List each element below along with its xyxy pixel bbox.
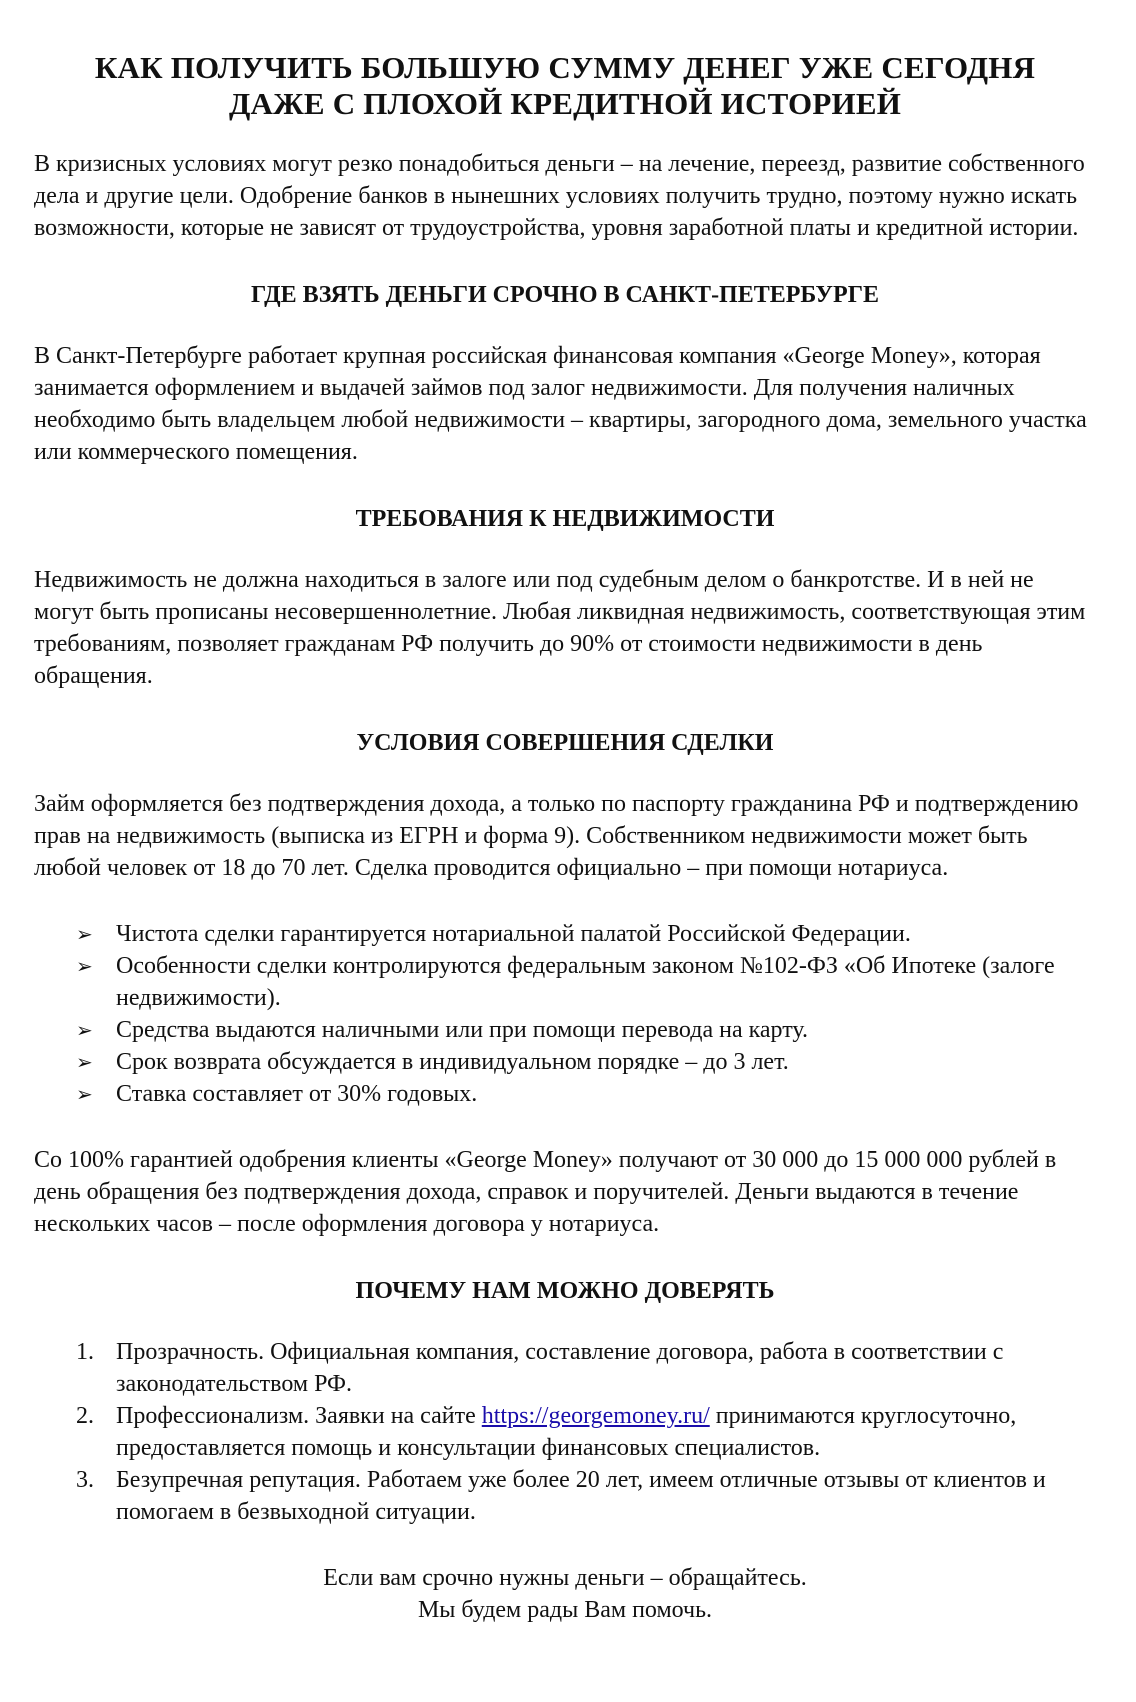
section-heading-where: ГДЕ ВЗЯТЬ ДЕНЬГИ СРОЧНО В САНКТ-ПЕТЕРБУРГЕ xyxy=(251,282,879,308)
list-item xyxy=(76,1078,1096,1110)
conditions-paragraph: Займ оформляется без подтверждения дохода, а только по паспорту гражданина РФ и подтверждению прав на недвижимость (выписка из ЕГРН и форма 9). Собственником недвижимости может быть любой человек от 18 до 70 лет. Сделка проводится официально – при помощи нотариуса. xyxy=(34,791,1079,881)
arrow-bullet-icon: ➢ xyxy=(76,1050,93,1074)
list-item-text: Прозрачность. Официальная компания, составление договора, работа в соответствии с законодательством РФ. xyxy=(116,1339,1004,1397)
list-item xyxy=(76,1464,1096,1528)
list-item-number: 3. xyxy=(76,1467,94,1493)
section-heading-trust: ПОЧЕМУ НАМ МОЖНО ДОВЕРЯТЬ xyxy=(355,1278,775,1304)
closing-line-2: Мы будем рады Вам помочь. xyxy=(417,1597,713,1623)
where-paragraph: В Санкт-Петербурге работает крупная российская финансовая компания «George Money», которая занимается оформлением и выдачей займов под залог недвижимости. Для получения наличных необходимо быть владельцем любой недвижимости – квартиры, загородного дома, земельного участка или коммерческого помещения. xyxy=(34,343,1087,465)
list-item xyxy=(76,1336,1096,1400)
list-item xyxy=(76,918,1096,950)
arrow-bullet-icon: ➢ xyxy=(76,954,93,978)
list-item-text: Особенности сделки контролируются федеральным законом №102-ФЗ «Об Ипотеке (залоге недвижимости). xyxy=(116,953,1055,1011)
website-link[interactable]: https://georgemoney.ru/ xyxy=(481,1403,710,1429)
arrow-bullet-icon: ➢ xyxy=(76,1018,93,1042)
requirements-paragraph: Недвижимость не должна находиться в залоге или под судебным делом о банкротстве. И в ней не могут быть прописаны несовершеннолетние. Любая ликвидная недвижимость, соответствующая этим требованиям, позволяет гражданам РФ получить до 90% от стоимости недвижимости в день обращения. xyxy=(34,567,1086,689)
guarantee-paragraph: Со 100% гарантией одобрения клиенты «George Money» получают от 30 000 до 15 000 000 рублей в день обращения без подтверждения дохода, справок и поручителей. Деньги выдаются в течение нескольких часов – после оформления договора у нотариуса. xyxy=(34,1147,1057,1237)
list-item-text: Ставка составляет от 30% годовых. xyxy=(116,1081,478,1107)
page-title-line-2: ДАЖЕ С ПЛОХОЙ КРЕДИТНОЙ ИСТОРИЕЙ xyxy=(228,86,902,121)
list-item xyxy=(76,1014,1096,1046)
list-item xyxy=(76,1400,1096,1464)
list-item-text-before-link: Профессионализм. Заявки на сайте xyxy=(116,1403,482,1429)
conditions-bullet-list xyxy=(34,918,1096,1110)
section-heading-conditions: УСЛОВИЯ СОВЕРШЕНИЯ СДЕЛКИ xyxy=(356,730,774,756)
list-item-number: 2. xyxy=(76,1403,94,1429)
section-heading-requirements: ТРЕБОВАНИЯ К НЕДВИЖИМОСТИ xyxy=(355,506,775,532)
closing-line-1: Если вам срочно нужны деньги – обращайтесь. xyxy=(323,1565,807,1591)
list-item-number: 1. xyxy=(76,1339,94,1365)
list-item-text-after-link: принимаются круглосуточно, предоставляется помощь и консультации финансовых специалистов. xyxy=(116,1403,1017,1461)
list-item-text: Чистота сделки гарантируется нотариальной палатой Российской Федерации. xyxy=(116,921,911,947)
closing-message xyxy=(34,1562,1096,1626)
list-item-text: Срок возврата обсуждается в индивидуальном порядке – до 3 лет. xyxy=(116,1049,789,1075)
arrow-bullet-icon: ➢ xyxy=(76,1082,93,1106)
page-title xyxy=(34,50,1096,122)
list-item-text: Средства выдаются наличными или при помощи перевода на карту. xyxy=(116,1017,809,1043)
list-item xyxy=(76,1046,1096,1078)
list-item-text: Безупречная репутация. Работаем уже более 20 лет, имеем отличные отзывы от клиентов и помогаем в безвыходной ситуации. xyxy=(116,1467,1046,1525)
arrow-bullet-icon: ➢ xyxy=(76,922,93,946)
list-item xyxy=(76,950,1096,1014)
page-title-line-1: КАК ПОЛУЧИТЬ БОЛЬШУЮ СУММУ ДЕНЕГ УЖЕ СЕГОДНЯ xyxy=(94,50,1036,85)
intro-paragraph: В кризисных условиях могут резко понадобиться деньги – на лечение, переезд, развитие собственного дела и другие цели. Одобрение банков в нынешних условиях получить трудно, поэтому нужно искать возможности, которые не зависят от трудоустройства, уровня заработной платы и кредитной истории. xyxy=(34,151,1085,241)
trust-numbered-list xyxy=(34,1336,1096,1528)
